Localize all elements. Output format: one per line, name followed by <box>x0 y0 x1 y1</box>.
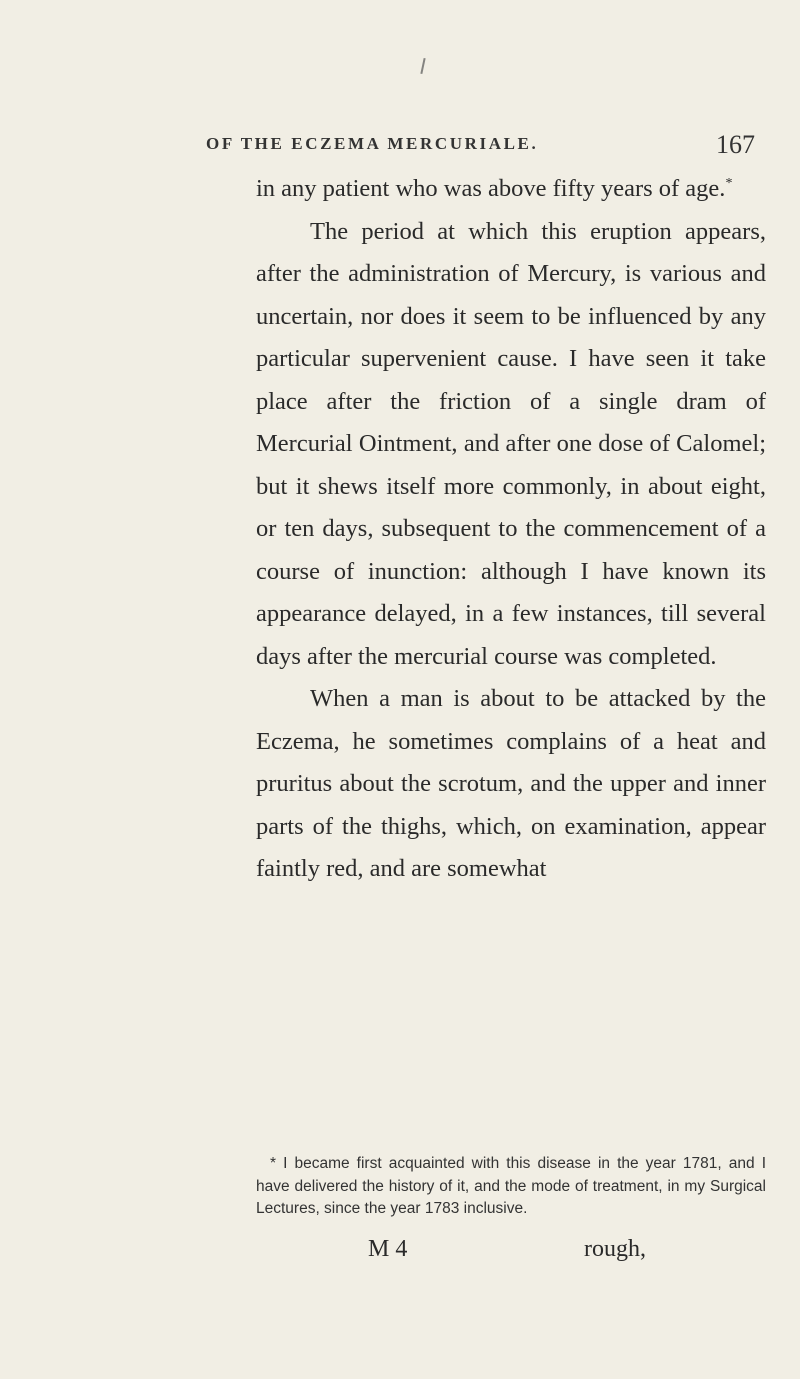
footnote <box>256 1153 766 1221</box>
page-number: 167 <box>716 130 755 159</box>
paragraph-continuation <box>256 168 766 211</box>
footnote-text: * I became first acquainted with this disease in the year 1781, and I have delivered the history of it, and the mode of treatment, in my Surgical Lectures, since the year 1783 inclusive. <box>256 1155 766 1217</box>
paragraph-3: When a man is about to be attacked by the Eczema, he sometimes complains of a heat and pruritus about the scrotum, and the upper and inner parts of the thighs, which, on examination, appear faintly red, and are somewhat <box>256 685 766 882</box>
stray-ink-mark <box>420 58 425 74</box>
page-footer <box>256 1236 766 1270</box>
paragraph-2: The period at which this eruption appears, after the administration of Mercury, is various and uncertain, nor does it seem to be influenced by any particular supervenient cause. I have seen it take place after the friction of a single dram of Mercurial Ointment, and after one dose of Calomel; but it shews itself more commonly, in about eight, or ten days, subsequent to the commencement of a course of inunction: although I have known its appearance delayed, in a few instances, till several days after the mercurial course was completed. <box>256 217 766 670</box>
running-title: OF THE ECZEMA MERCURIALE. <box>206 134 539 153</box>
footnote-marker: * <box>725 175 733 191</box>
paragraph-1-text: in any patient who was above fifty years of age. <box>256 175 726 202</box>
signature-mark: M 4 <box>368 1236 408 1262</box>
running-head <box>206 130 766 160</box>
body-text <box>256 168 766 891</box>
catchword: rough, <box>584 1236 646 1262</box>
